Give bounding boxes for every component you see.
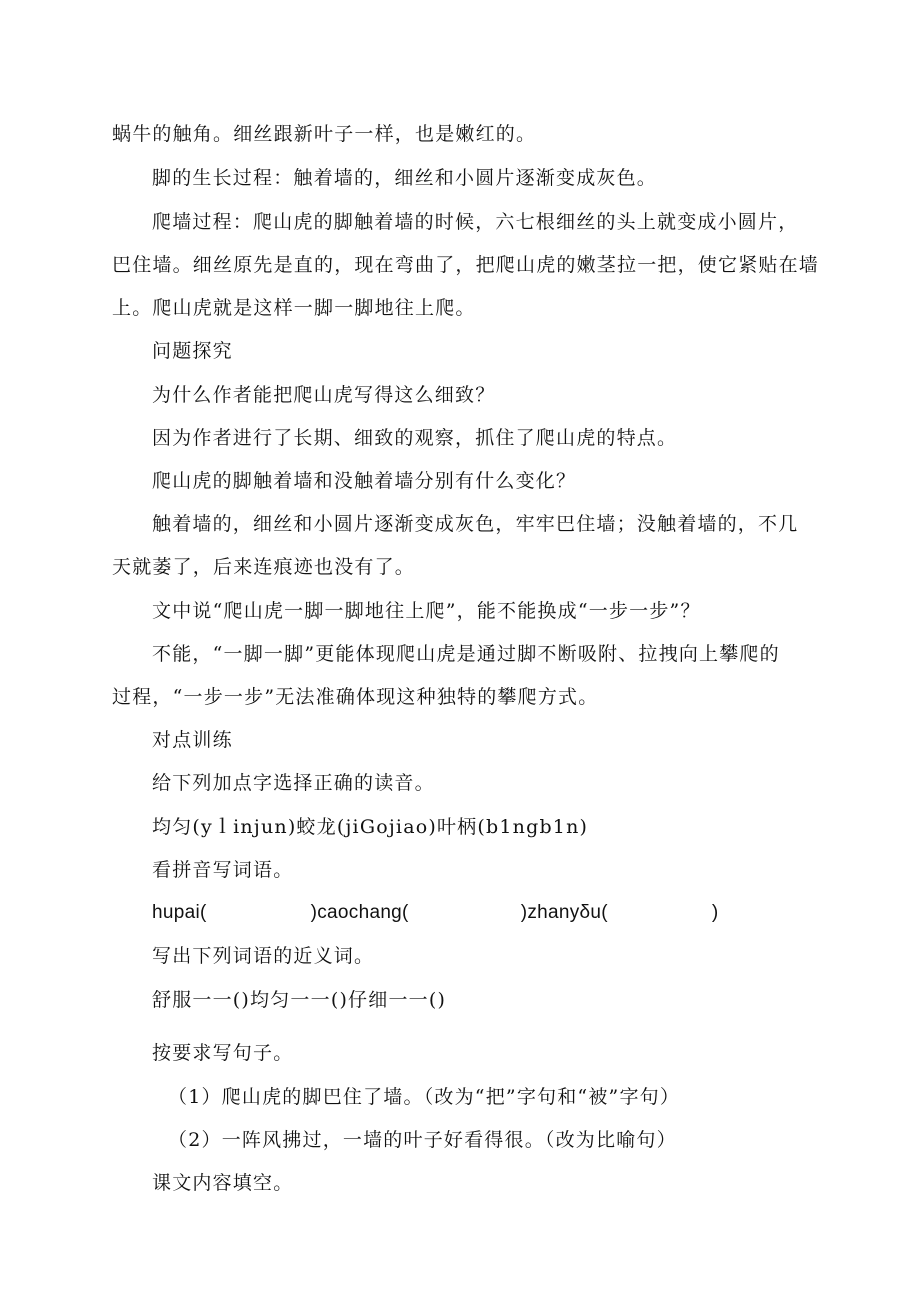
exercise-instruction: 课文内容填空。 — [152, 1172, 294, 1194]
pinyin-exercise-row — [152, 901, 852, 925]
pinyin-item-1: hupai( — [152, 902, 207, 923]
pinyin-item-2: )caochang( — [310, 902, 409, 923]
exercise-item: 均匀(yｌinjun)蛟龙(jiGojiao)叶柄(b1ngb1n) — [152, 816, 589, 838]
section-heading: 问题探究 — [152, 340, 233, 362]
question-line: 为什么作者能把爬山虎写得这么细致？ — [152, 384, 496, 406]
exercise-instruction: 写出下列词语的近义词。 — [152, 945, 375, 967]
exercise-instruction: 看拼音写词语。 — [152, 859, 294, 881]
paragraph-line: 蜗牛的触角。细丝跟新叶子一样，也是嫩红的。 — [112, 123, 537, 145]
question-line: 爬山虎的脚触着墙和没触着墙分别有什么变化？ — [152, 470, 577, 492]
paragraph-line: 脚的生长过程：触着墙的，细丝和小圆片逐渐变成灰色。 — [152, 167, 658, 189]
section-heading: 对点训练 — [152, 729, 233, 751]
exercise-item: 舒服一一()均匀一一()仔细一一() — [152, 989, 447, 1011]
answer-line: 触着墙的，细丝和小圆片逐渐变成灰色，牢牢巴住墙；没触着墙的，不几 — [152, 513, 799, 535]
answer-line: 天就萎了，后来连痕迹也没有了。 — [112, 556, 416, 578]
exercise-item: （2）一阵风拂过，一墙的叶子好看得很。（改为比喻句） — [168, 1129, 677, 1151]
pinyin-item-3: )zhanyδu( — [520, 902, 608, 923]
pinyin-close: ) — [711, 902, 719, 923]
answer-line: 因为作者进行了长期、细致的观察，抓住了爬山虎的特点。 — [152, 427, 678, 449]
exercise-item: （1）爬山虎的脚巴住了墙。（改为“把”字句和“被”字句） — [168, 1086, 681, 1108]
paragraph-line: 上。爬山虎就是这样一脚一脚地往上爬。 — [112, 297, 476, 319]
question-line: 文中说“爬山虎一脚一脚地往上爬”，能不能换成“一步一步”？ — [152, 600, 701, 622]
exercise-instruction: 按要求写句子。 — [152, 1042, 294, 1064]
answer-line: 过程，“一步一步”无法准确体现这种独特的攀爬方式。 — [112, 686, 599, 708]
exercise-instruction: 给下列加点字选择正确的读音。 — [152, 772, 435, 794]
paragraph-line: 爬墙过程：爬山虎的脚触着墙的时候，六七根细丝的头上就变成小圆片， — [152, 211, 799, 233]
answer-line: 不能，“一脚一脚”更能体现爬山虎是通过脚不断吸附、拉拽向上攀爬的 — [152, 643, 780, 665]
paragraph-line: 巴住墙。细丝原先是直的，现在弯曲了，把爬山虎的嫩茎拉一把，使它紧贴在墙 — [112, 254, 820, 276]
